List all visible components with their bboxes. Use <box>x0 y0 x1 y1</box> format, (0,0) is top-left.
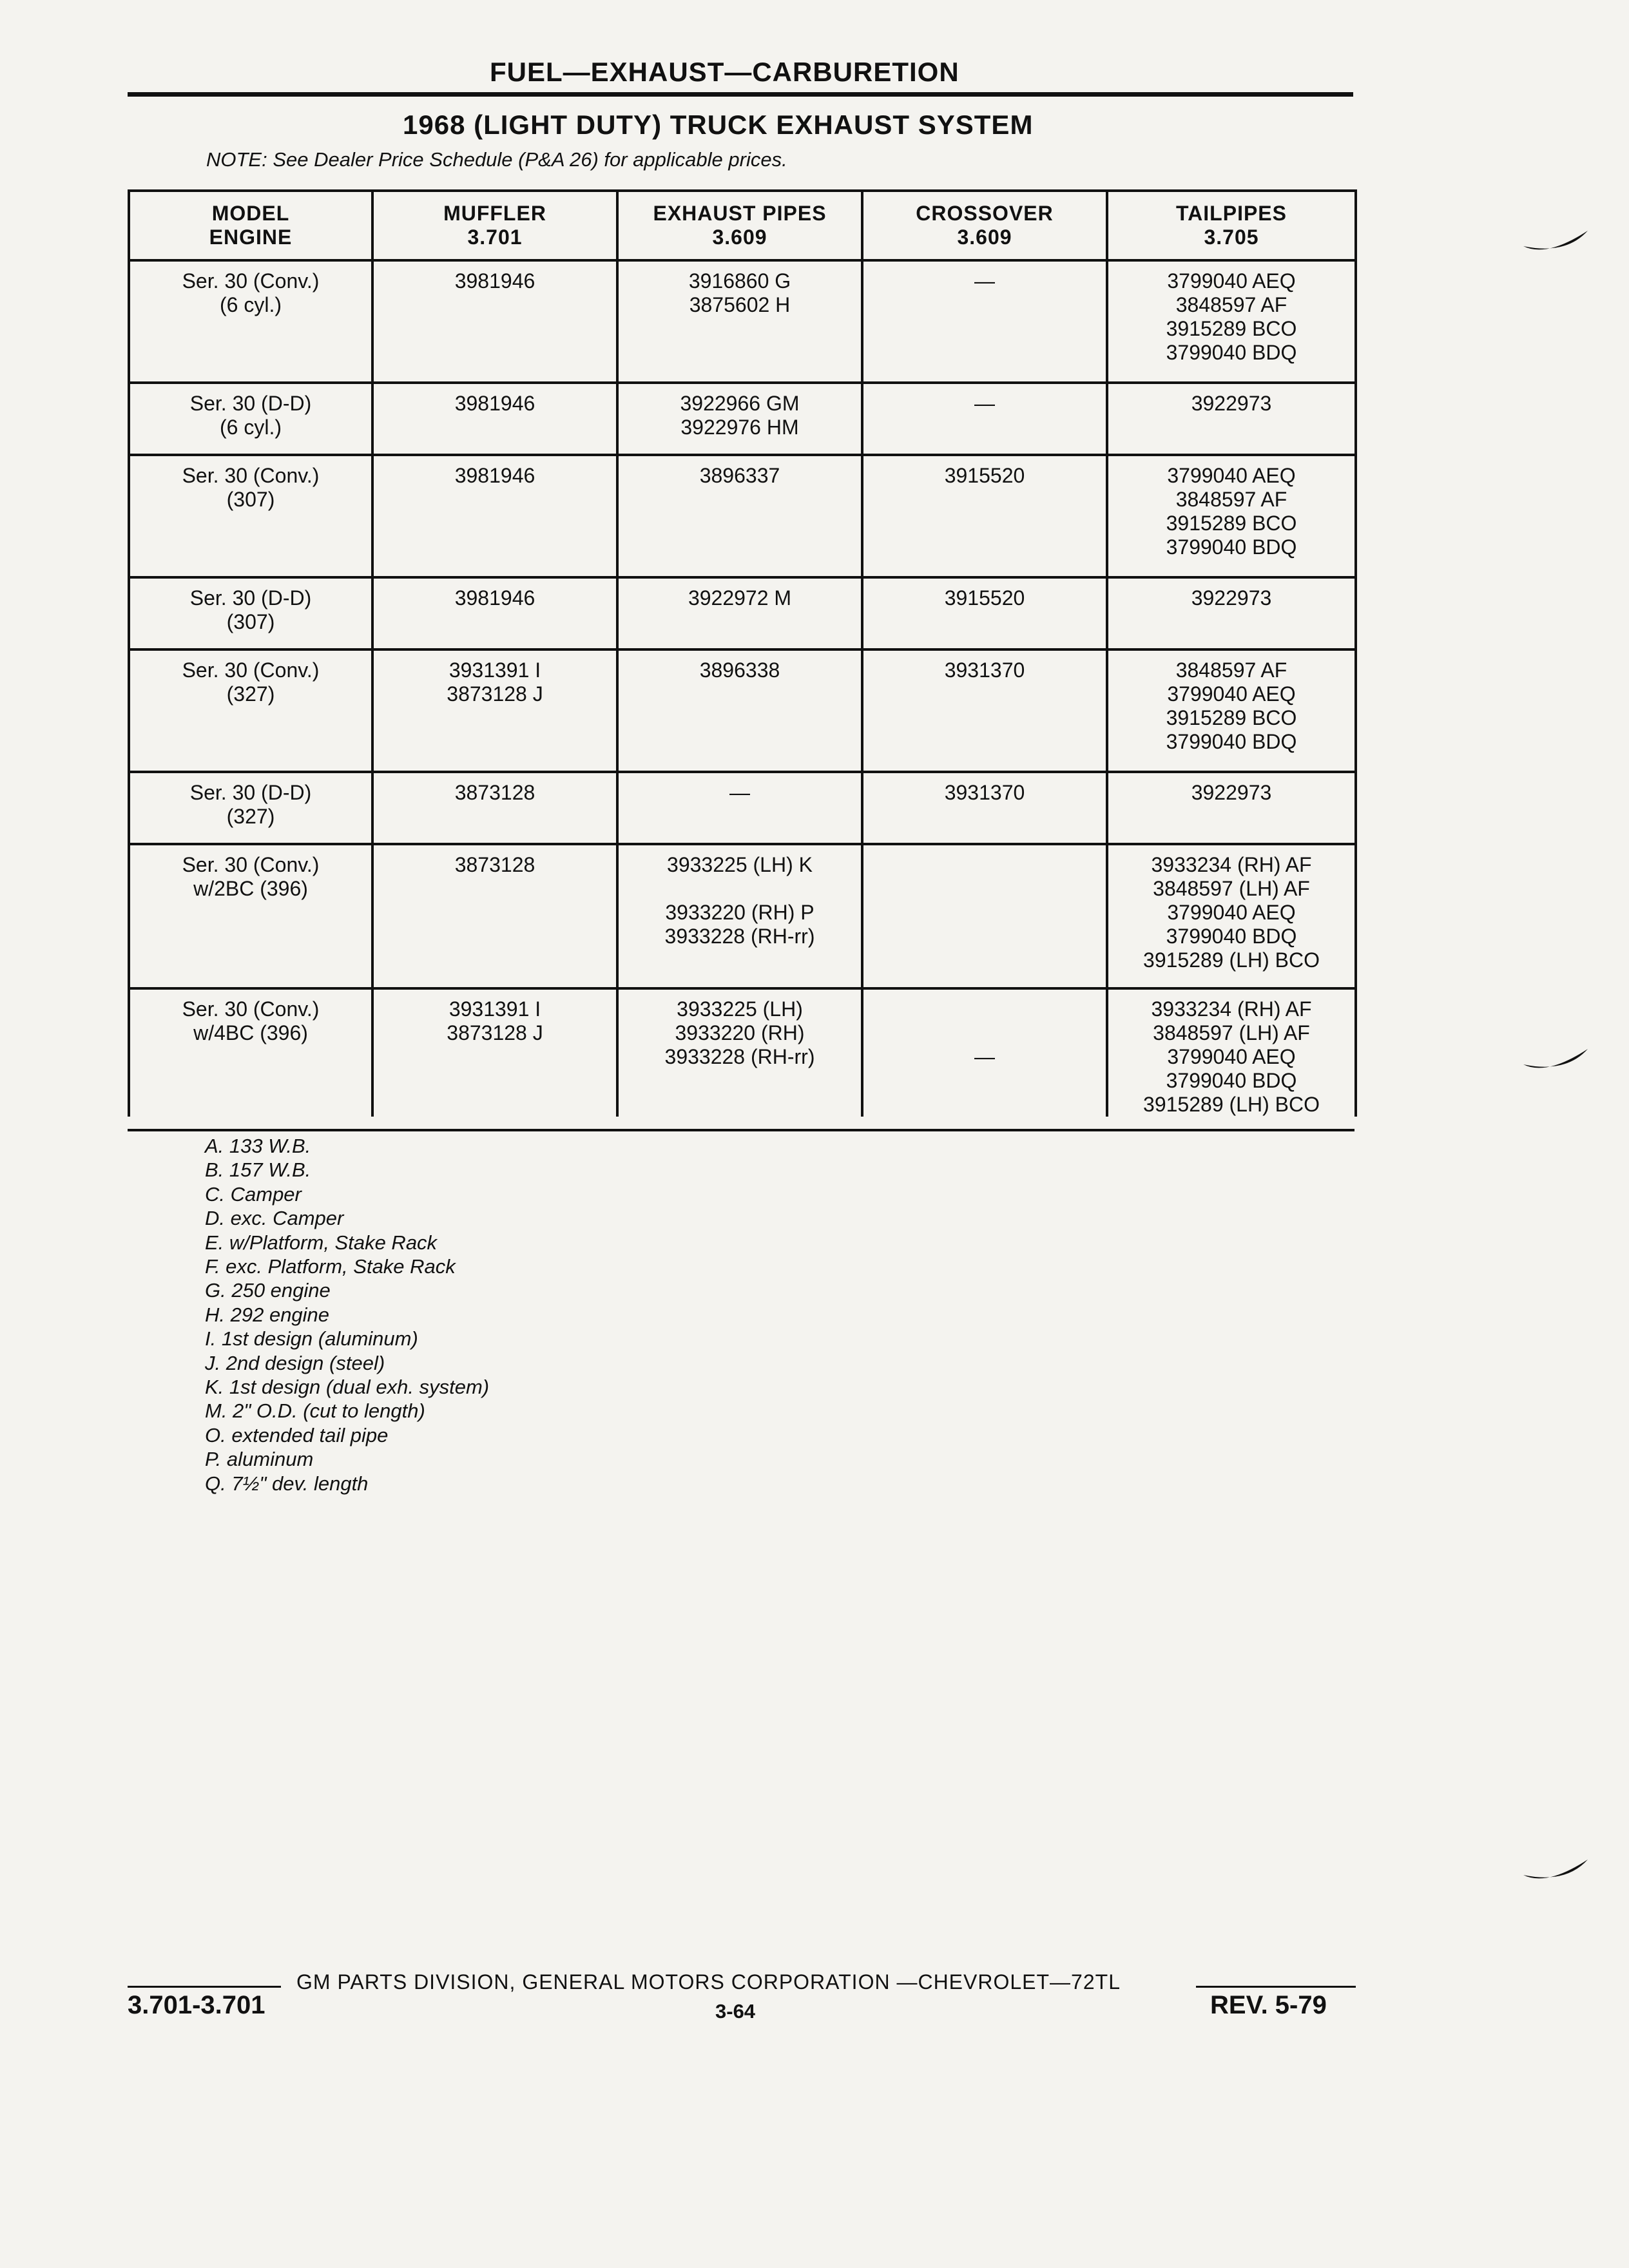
cell-line: Ser. 30 (D-D) <box>189 586 312 610</box>
cell-line: 3873128 <box>454 853 535 876</box>
cell-line: — <box>729 781 750 804</box>
revision-label: REV. 5-79 <box>1210 1991 1327 2019</box>
model-engine-cell <box>129 260 372 383</box>
binder-tab-mark-icon <box>1521 1045 1592 1077</box>
cell-line: — <box>974 392 995 415</box>
exhaust-pipes-cell <box>617 577 862 649</box>
table-row <box>129 577 1356 649</box>
footnote-item: I. 1st design (aluminum) <box>205 1327 418 1350</box>
cell-line: 3799040 AEQ <box>1167 1045 1296 1068</box>
cell-line: 3896337 <box>699 464 780 487</box>
cell-line: 3933225 (LH) K <box>667 853 813 876</box>
cell-line: 3915289 BCO <box>1166 317 1297 340</box>
muffler-cell <box>372 988 617 1117</box>
cell-line: 3799040 BDQ <box>1166 730 1297 753</box>
table-row <box>129 772 1356 844</box>
column-header-label: EXHAUST PIPES <box>653 202 827 225</box>
crossover-cell <box>862 383 1107 455</box>
footnote-item: P. aluminum <box>205 1448 314 1471</box>
cell-line: 3896338 <box>699 658 780 682</box>
tailpipes-cell <box>1107 649 1356 772</box>
cell-line <box>863 997 1106 1021</box>
cell-line: 3922976 HM <box>680 416 799 439</box>
cell-line: 3799040 BDQ <box>1166 341 1297 364</box>
binder-tab-mark-icon <box>1521 227 1592 259</box>
model-engine-cell <box>129 455 372 577</box>
cell-line: 3922973 <box>1191 781 1272 804</box>
publisher-line: GM PARTS DIVISION, GENERAL MOTORS CORPORATION —CHEVROLET—72TL <box>296 1970 1121 1994</box>
exhaust-pipes-cell <box>617 772 862 844</box>
cell-line: (6 cyl.) <box>220 293 282 316</box>
footnote-item: M. 2" O.D. (cut to length) <box>205 1399 425 1423</box>
column-header-label: CROSSOVER <box>916 202 1054 225</box>
column-header-crossover <box>862 191 1107 260</box>
cell-line: 3981946 <box>454 464 535 487</box>
cell-line: Ser. 30 (D-D) <box>189 781 312 804</box>
cell-line: (307) <box>226 488 275 511</box>
cell-line <box>619 877 861 901</box>
crossover-cell <box>862 988 1107 1117</box>
cell-line: 3848597 (LH) AF <box>1153 1021 1310 1044</box>
column-header-section: 3.609 <box>712 226 767 249</box>
cell-line: 3933234 (RH) AF <box>1151 853 1312 876</box>
cell-line: (327) <box>226 682 275 706</box>
tailpipes-cell <box>1107 844 1356 988</box>
tailpipes-cell <box>1107 383 1356 455</box>
crossover-cell <box>862 260 1107 383</box>
column-header-label: MODEL <box>211 202 290 225</box>
cell-line: 3981946 <box>454 392 535 415</box>
cell-line: 3915289 (LH) BCO <box>1143 1093 1320 1116</box>
cell-line: Ser. 30 (Conv.) <box>182 658 320 682</box>
table-body <box>129 260 1356 1117</box>
cell-line: 3799040 BDQ <box>1166 925 1297 948</box>
cell-line: 3933220 (RH) P <box>665 901 815 924</box>
cell-line: (327) <box>226 805 275 828</box>
page-title: 1968 (LIGHT DUTY) TRUCK EXHAUST SYSTEM <box>403 110 1034 140</box>
column-header-muffler <box>372 191 617 260</box>
cell-line: 3873128 J <box>447 682 543 706</box>
cell-line: 3799040 AEQ <box>1167 464 1296 487</box>
footnote-item: A. 133 W.B. <box>205 1135 311 1157</box>
exhaust-pipes-cell <box>617 260 862 383</box>
column-header-model-engine <box>129 191 372 260</box>
footnote-item: H. 292 engine <box>205 1303 330 1326</box>
exhaust-pipes-cell <box>617 455 862 577</box>
muffler-cell <box>372 260 617 383</box>
column-header-section: 3.701 <box>467 226 523 249</box>
cell-line: 3933220 (RH) <box>675 1021 805 1044</box>
tailpipes-cell <box>1107 260 1356 383</box>
table-row <box>129 649 1356 772</box>
column-header-tailpipes <box>1107 191 1356 260</box>
price-note: NOTE: See Dealer Price Schedule (P&A 26) for applicable prices. <box>206 148 787 171</box>
cell-line: — <box>974 269 995 293</box>
crossover-cell <box>862 772 1107 844</box>
footnote-list <box>205 1134 489 1495</box>
footnote-item: D. exc. Camper <box>205 1207 344 1230</box>
cell-line: 3799040 BDQ <box>1166 1069 1297 1092</box>
cell-line: 3799040 AEQ <box>1167 269 1296 293</box>
model-engine-cell <box>129 844 372 988</box>
column-header-exhaust-pipes <box>617 191 862 260</box>
crossover-cell <box>862 649 1107 772</box>
footnote-item: O. extended tail pipe <box>205 1423 389 1446</box>
cell-line: 3799040 BDQ <box>1166 535 1297 559</box>
exhaust-parts-table <box>128 189 1357 1117</box>
cell-line: 3799040 AEQ <box>1167 682 1296 706</box>
cell-line: 3916860 G <box>688 269 791 293</box>
table-bottom-rule <box>128 1129 1354 1131</box>
cell-line: 3915289 BCO <box>1166 512 1297 535</box>
crossover-cell <box>862 844 1107 988</box>
cell-line: 3848597 AF <box>1175 658 1287 682</box>
cell-line <box>863 1021 1106 1045</box>
tailpipes-cell <box>1107 455 1356 577</box>
cell-line: 3873128 J <box>447 1021 543 1044</box>
exhaust-pipes-cell <box>617 844 862 988</box>
cell-line <box>863 853 1106 877</box>
footnote-item: K. 1st design (dual exh. system) <box>205 1376 490 1399</box>
table-header-row <box>129 191 1356 260</box>
model-engine-cell <box>129 772 372 844</box>
cell-line: 3848597 (LH) AF <box>1153 877 1310 900</box>
cell-line: w/4BC (396) <box>193 1021 308 1044</box>
muffler-cell <box>372 383 617 455</box>
page-number: 3-64 <box>715 2000 756 2023</box>
column-header-label: ENGINE <box>209 226 293 249</box>
footnote-item: Q. 7½" dev. length <box>205 1472 369 1495</box>
footnote-item: J. 2nd design (steel) <box>205 1351 385 1374</box>
footnote-item: B. 157 W.B. <box>205 1158 311 1182</box>
cell-line: 3922966 GM <box>680 392 800 415</box>
tailpipes-cell <box>1107 772 1356 844</box>
muffler-cell <box>372 844 617 988</box>
model-engine-cell <box>129 383 372 455</box>
column-header-section: 3.705 <box>1204 226 1259 249</box>
cell-line: 3931370 <box>944 781 1025 804</box>
cell-line: 3931391 I <box>448 997 541 1021</box>
cell-line: 3915520 <box>944 586 1025 610</box>
cell-line: 3875602 H <box>689 293 791 316</box>
cell-line: (307) <box>226 610 275 633</box>
cell-line: 3799040 AEQ <box>1167 901 1296 924</box>
table-row <box>129 383 1356 455</box>
cell-line: 3848597 AF <box>1175 293 1287 316</box>
cell-line: 3922973 <box>1191 586 1272 610</box>
cell-line: Ser. 30 (Conv.) <box>182 853 320 876</box>
cell-line: 3873128 <box>454 781 535 804</box>
crossover-cell <box>862 455 1107 577</box>
cell-line: Ser. 30 (D-D) <box>189 392 312 415</box>
table-row <box>129 455 1356 577</box>
header-rule <box>128 92 1353 97</box>
cell-line: 3922973 <box>1191 392 1272 415</box>
tailpipes-cell <box>1107 988 1356 1117</box>
table-row <box>129 260 1356 383</box>
section-title: FUEL—EXHAUST—CARBURETION <box>490 57 959 87</box>
cell-line: 3933228 (RH-rr) <box>664 1045 815 1068</box>
cell-line: — <box>974 1045 995 1068</box>
footnote-item: G. 250 engine <box>205 1279 331 1302</box>
exhaust-pipes-cell <box>617 383 862 455</box>
model-engine-cell <box>129 988 372 1117</box>
column-header-section: 3.609 <box>957 226 1012 249</box>
cell-line: w/2BC (396) <box>193 877 308 900</box>
muffler-cell <box>372 577 617 649</box>
cell-line: 3933234 (RH) AF <box>1151 997 1312 1021</box>
section-range: 3.701-3.701 <box>128 1991 265 2019</box>
model-engine-cell <box>129 577 372 649</box>
cell-line: 3848597 AF <box>1175 488 1287 511</box>
footer-rule-left <box>128 1986 281 1988</box>
cell-line: 3981946 <box>454 269 535 293</box>
table-row <box>129 844 1356 988</box>
cell-line: 3933225 (LH) <box>677 997 803 1021</box>
cell-line: Ser. 30 (Conv.) <box>182 269 320 293</box>
cell-line: 3933228 (RH-rr) <box>664 925 815 948</box>
footnote-item: C. Camper <box>205 1182 302 1206</box>
column-header-label: TAILPIPES <box>1176 202 1287 225</box>
cell-line: 3915520 <box>944 464 1025 487</box>
binder-tab-mark-icon <box>1521 1856 1592 1888</box>
cell-line: 3931370 <box>944 658 1025 682</box>
table-row <box>129 988 1356 1117</box>
footnote-item: E. w/Platform, Stake Rack <box>205 1231 438 1254</box>
model-engine-cell <box>129 649 372 772</box>
crossover-cell <box>862 577 1107 649</box>
cell-line: (6 cyl.) <box>220 416 282 439</box>
cell-line: 3915289 (LH) BCO <box>1143 948 1320 972</box>
muffler-cell <box>372 455 617 577</box>
cell-line: 3922972 M <box>688 586 792 610</box>
footnote-item: F. exc. Platform, Stake Rack <box>205 1255 456 1278</box>
column-header-label: MUFFLER <box>443 202 546 225</box>
muffler-cell <box>372 649 617 772</box>
cell-line: Ser. 30 (Conv.) <box>182 997 320 1021</box>
muffler-cell <box>372 772 617 844</box>
cell-line: 3915289 BCO <box>1166 706 1297 729</box>
footer-rule-right <box>1196 1986 1356 1988</box>
exhaust-pipes-cell <box>617 649 862 772</box>
exhaust-pipes-cell <box>617 988 862 1117</box>
cell-line: Ser. 30 (Conv.) <box>182 464 320 487</box>
cell-line: 3981946 <box>454 586 535 610</box>
tailpipes-cell <box>1107 577 1356 649</box>
cell-line: 3931391 I <box>448 658 541 682</box>
